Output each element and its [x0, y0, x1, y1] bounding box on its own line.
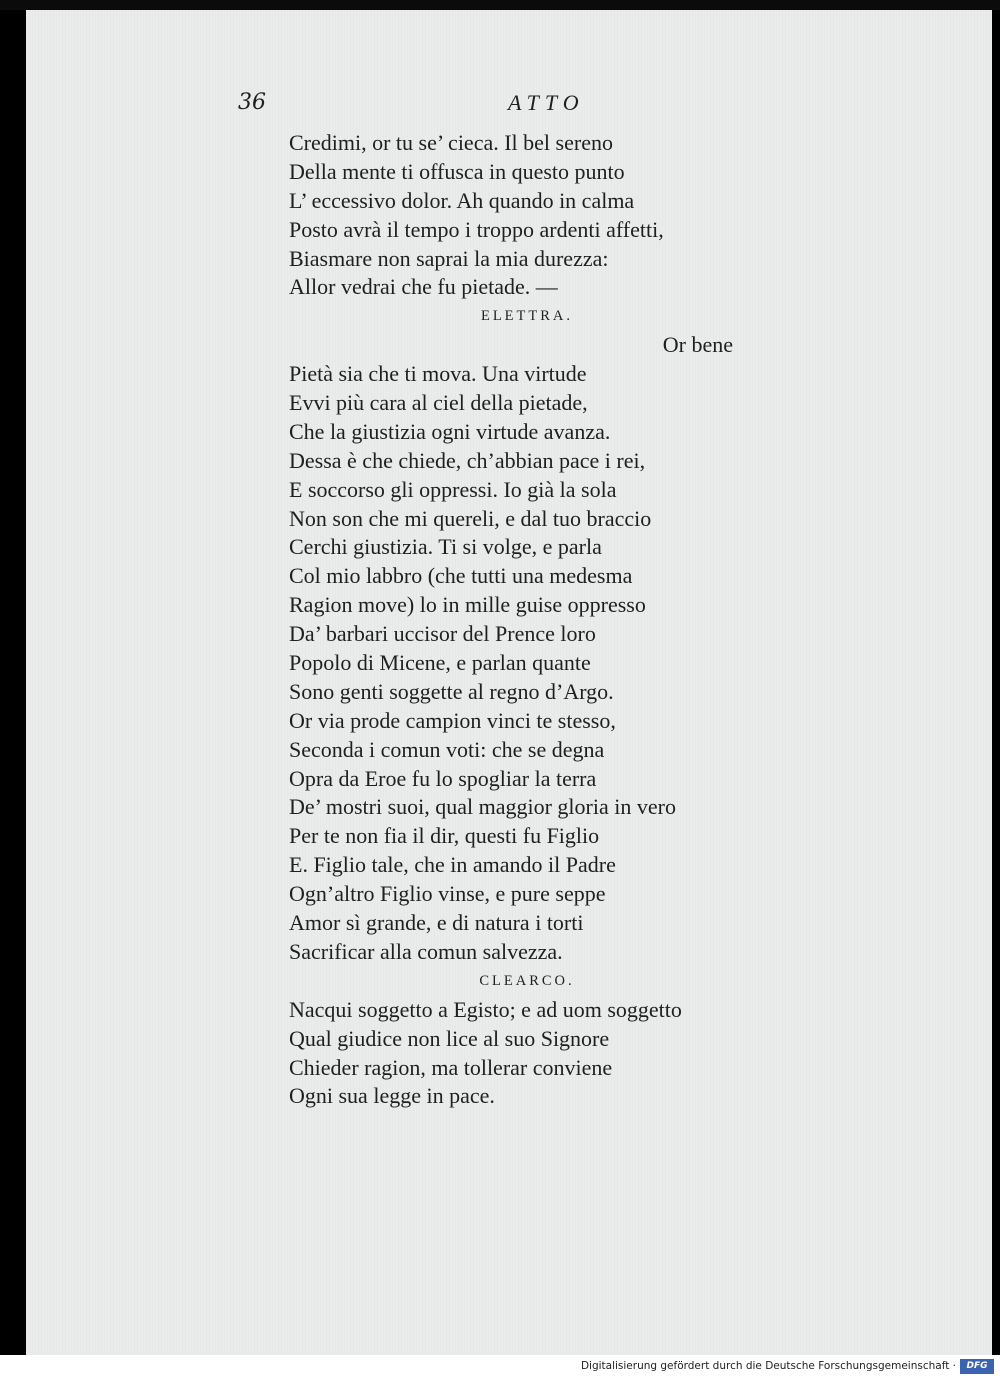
- verse-group-2: [289, 360, 749, 967]
- verse-line: De’ mostri suoi, qual maggior gloria in vero: [289, 794, 676, 820]
- running-head: ATTO: [508, 90, 585, 115]
- verse-line: E soccorso gli oppressi. Io già la sola: [289, 476, 617, 502]
- verse-line: Dessa è che chiede, ch’abbian pace i rei,: [289, 447, 646, 473]
- verse-line: Cerchi giustizia. Ti si volge, e parla: [289, 534, 602, 560]
- verse-line: Non son che mi quereli, e dal tuo braccio: [289, 505, 652, 531]
- verse-line: Credimi, or tu se’ cieca. Il bel sereno: [289, 130, 613, 155]
- verse-line: Ogn’altro Figlio vinse, e pure seppe: [289, 881, 606, 907]
- verse-line: Sono genti soggette al regno d’Argo.: [289, 678, 614, 704]
- verse-line: Evvi più cara al ciel della pietade,: [289, 390, 588, 416]
- verse-line: Opra da Eroe fu lo spogliar la terra: [289, 765, 597, 791]
- funding-credit: Digitalisierung gefördert durch die Deutsche Forschungsgemeinschaft ·: [580, 1360, 956, 1372]
- verse-line: Da’ barbari uccisor del Prence loro: [289, 621, 596, 647]
- verse-line: Ragion move) lo in mille guise oppresso: [289, 592, 646, 618]
- verse-line: Della mente ti offusca in questo punto: [289, 158, 625, 184]
- verse-line: Posto avrà il tempo i troppo ardenti affetti,: [289, 216, 664, 242]
- verse-line: Pietà sia che ti mova. Una virtude: [289, 361, 587, 387]
- scan-top-edge: [0, 0, 1000, 10]
- verse-line: Col mio labbro (che tutti una medesma: [289, 563, 633, 589]
- verse-half-line: Or bene: [662, 332, 733, 358]
- verse-line: Nacqui soggetto a Egisto; e ad uom soggetto: [289, 996, 682, 1022]
- verse-line: Or via prode campion vinci te stesso,: [289, 707, 616, 733]
- verse-line: Qual giudice non lice al suo Signore: [289, 1025, 610, 1051]
- verse-line: Allor vedrai che fu pietade. —: [289, 274, 558, 300]
- verse-line: Seconda i comun voti: che se degna: [289, 736, 605, 762]
- verse-text: [289, 129, 749, 1111]
- footer-bar: [0, 1355, 1000, 1380]
- verse-group-3: [289, 996, 749, 1112]
- dfg-logo-icon: DFG: [960, 1359, 994, 1374]
- verse-line: Ogni sua legge in pace.: [289, 1083, 495, 1109]
- speaker-label-clearco: CLEARCO.: [479, 972, 575, 989]
- verse-line: Chieder ragion, ma tollerar conviene: [289, 1054, 613, 1080]
- page-number: 36: [238, 90, 266, 115]
- verse-line: Sacrificar alla comun salvezza.: [289, 938, 563, 964]
- verse-line: Popolo di Micene, e parlan quante: [289, 650, 591, 676]
- speaker-label-elettra: ELETTRA.: [480, 308, 574, 325]
- verse-line: Biasmare non saprai la mia durezza:: [289, 245, 609, 271]
- verse-line: L’ eccessivo dolor. Ah quando in calma: [289, 187, 635, 213]
- verse-line: Amor sì grande, e di natura i torti: [289, 910, 584, 936]
- verse-line: E. Figlio tale, che in amando il Padre: [289, 852, 616, 878]
- verse-group-1: [289, 129, 749, 302]
- verse-line: Per te non fia il dir, questi fu Figlio: [289, 823, 600, 849]
- book-page: [26, 10, 992, 1355]
- verse-line: Che la giustizia ogni virtude avanza.: [289, 418, 611, 444]
